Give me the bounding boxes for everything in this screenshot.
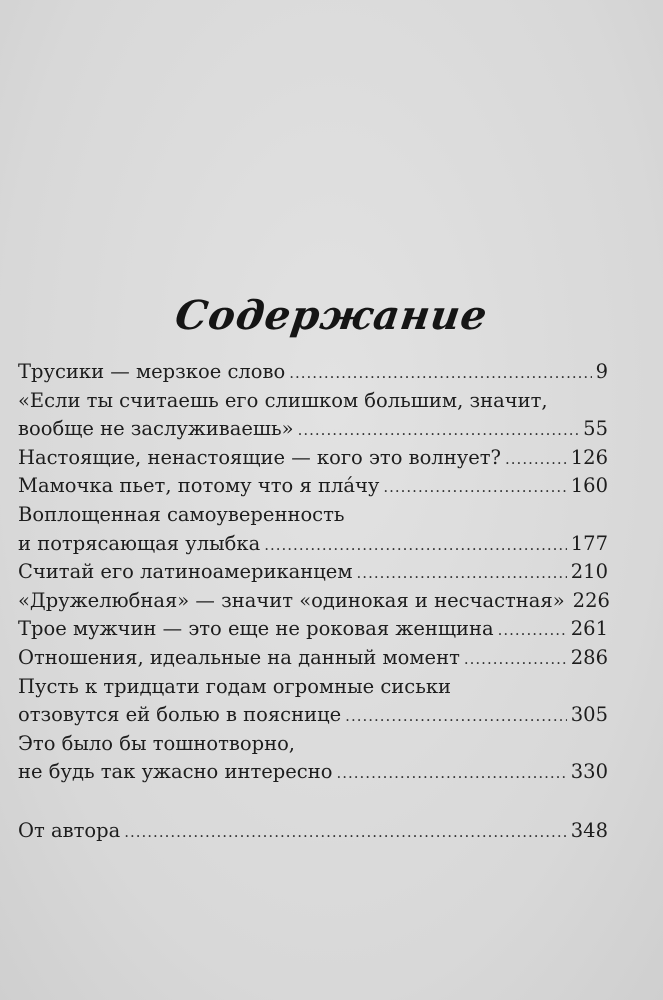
toc-entry-line	[18, 387, 608, 416]
toc-page-number: 9	[595, 360, 608, 383]
toc-entry-afterword	[18, 817, 608, 846]
toc-leader-dots	[357, 559, 567, 588]
toc-page-number: 177	[570, 531, 608, 555]
toc-entry	[18, 587, 608, 616]
toc-entry-title: отзовутся ей болью в пояснице	[18, 703, 342, 727]
toc-page-number: 330	[570, 760, 608, 784]
toc-leader-dots	[289, 359, 591, 388]
toc-entry-line	[18, 501, 608, 530]
toc-entry-title: Воплощенная самоуверенность	[18, 502, 345, 526]
toc-entry-title: Пусть к тридцати годам огромные сиськи	[18, 674, 452, 698]
toc-entry	[18, 472, 608, 501]
toc-page-number: 348	[570, 818, 608, 842]
toc-page-number: 305	[570, 703, 608, 727]
toc-leader-dots	[464, 645, 567, 674]
toc-entry-title: и потрясающая улыбка	[18, 531, 261, 555]
toc-entry-title: Это было бы тошнотворно,	[18, 731, 296, 755]
toc-entry-line	[18, 730, 608, 759]
toc-entry-title: Трусики — мерзкое слово	[18, 360, 286, 383]
toc-entry	[18, 358, 608, 387]
table-of-contents	[18, 358, 608, 846]
toc-page-number: 210	[570, 560, 608, 584]
toc-leader-dots	[264, 531, 567, 560]
toc-entry	[18, 758, 608, 787]
toc-leader-dots	[345, 702, 567, 731]
toc-entry	[18, 558, 608, 587]
toc-page-number: 160	[570, 474, 608, 498]
toc-leader-dots	[298, 416, 580, 445]
toc-entry	[18, 701, 608, 730]
page-title: Содержание	[172, 292, 491, 339]
toc-entry	[18, 644, 608, 673]
toc-leader-dots	[124, 818, 567, 847]
toc-entry-line	[18, 673, 608, 702]
toc-page-number: 261	[570, 617, 608, 641]
toc-entry	[18, 444, 608, 473]
toc-page-number: 126	[570, 445, 608, 469]
section-gap	[18, 787, 608, 817]
toc-leader-dots	[498, 616, 567, 645]
toc-page-number: 226	[572, 588, 610, 612]
toc-entry-title: Настоящие, ненастоящие — кого это волнует?	[18, 445, 502, 469]
toc-entry-title: не будь так ужасно интересно	[18, 760, 333, 784]
toc-entry-title: Мамочка пьет, потому что я плáчу	[18, 474, 380, 498]
toc-leader-dots	[505, 445, 567, 474]
toc-entry-title: Трое мужчин — это еще не роковая женщина	[18, 617, 494, 641]
toc-entry-title: Считай его латиноамериканцем	[18, 560, 353, 584]
toc-leader-dots	[383, 473, 566, 502]
toc-entry-title: «Если ты считаешь его слишком большим, значит,	[18, 388, 548, 412]
toc-entry	[18, 415, 608, 444]
toc-entry	[18, 615, 608, 644]
toc-page-number: 286	[570, 645, 608, 669]
toc-leader-dots	[336, 759, 566, 788]
toc-entry-title: Отношения, идеальные на данный момент	[18, 645, 460, 669]
toc-entry-title: От автора	[18, 818, 121, 842]
toc-page-number: 55	[583, 417, 608, 441]
toc-entry-title: «Дружелюбная» — значит «одинокая и несчастная»	[18, 588, 565, 612]
toc-entry-title: вообще не заслуживаешь»	[18, 417, 294, 441]
toc-entry	[18, 530, 608, 559]
